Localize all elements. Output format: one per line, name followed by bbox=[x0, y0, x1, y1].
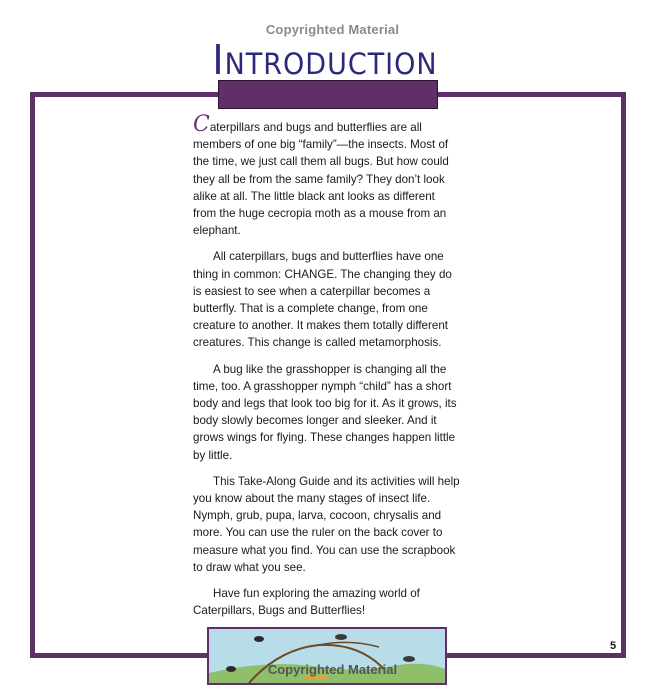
drop-cap: C bbox=[193, 112, 210, 137]
paragraph-2: All caterpillars, bugs and butterflies have one thing in common: CHANGE. The changing they do is easiest to see when a caterpillar becomes a butterfly. That is a complete change, from one creature to another. It makes them totally different creatures. This change is called metamorphosis. bbox=[193, 250, 452, 350]
page-title: Introduction bbox=[212, 36, 438, 84]
page-number: 5 bbox=[610, 640, 617, 652]
copyright-watermark-top: Copyrighted Material bbox=[265, 22, 400, 37]
body-text bbox=[193, 112, 461, 628]
paragraph-3: A bug like the grasshopper is changing all the time, too. A grasshopper nymph “child” has a short body and legs that look too big for it. As it grows, its body slowly becomes longer and sleeker. And it grows wings for flying. These changes happen little by little. bbox=[193, 362, 457, 462]
paragraph-4: This Take-Along Guide and its activities will help you know about the many stages of insect life. Nymph, grub, pupa, larva, cocoon, chrysalis and more. You can use the ruler on the back cover to measure what you find. You can use the scrapbook to draw what you see. bbox=[193, 474, 460, 574]
bug-icon bbox=[335, 634, 347, 640]
paragraph-1 bbox=[193, 112, 461, 239]
paragraph-1-text: aterpillars and bugs and butterflies are all members of one big “family”—the insects. Most of the time, we just call them all bugs. But how could they all be from the same family? They don’t look alike at all. The little black ant looks as different from the huge cecropia moth as a mouse from an elephant. bbox=[193, 121, 449, 238]
copyright-watermark-bottom: Copyrighted Material bbox=[267, 662, 398, 677]
paragraph-5: Have fun exploring the amazing world of Caterpillars, Bugs and Butterflies! bbox=[193, 587, 420, 618]
ant-icon bbox=[254, 636, 264, 642]
title-bar bbox=[218, 80, 438, 109]
